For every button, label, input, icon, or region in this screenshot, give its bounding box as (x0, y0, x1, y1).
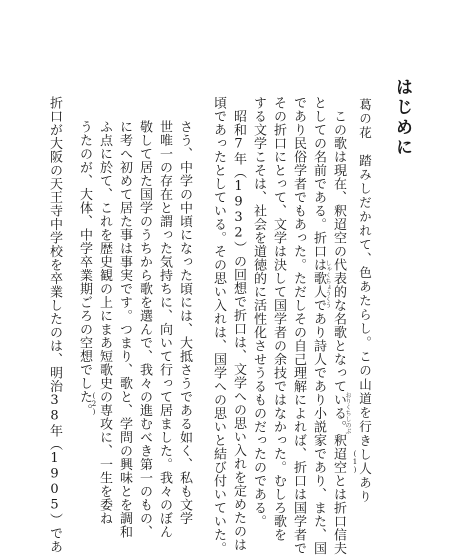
quote-line-2: 世唯一の存在と謂った気持ちに、向いて行って居ました。我々のぼん (157, 120, 172, 539)
poem-line: 葛の花 踏みしだかれて、色あたらし。この山道を行きし人あり (357, 98, 373, 504)
paragraph-1-line-7: 頃であったとしている。その思い入れは、国学への思いと結び付いていた。 (211, 96, 226, 555)
paragraph-1-line-3: であり民俗学者でもあった。ただしその自己理解によれば、折口は国学者で (291, 96, 306, 555)
quote-line-5: ふ点に於て、これを歴史観の上にまあ短歌史の専攻に、一生を委ね (97, 120, 112, 525)
quote-line-3: 敬して居た国学のうちから歌を選んで、我々の進むべき第一のもの、 (137, 120, 152, 539)
poem-note: (1) (351, 450, 359, 474)
paragraph-1-line-2: としての名前である。折口は歌人であり詩人であり小説家であり、また、国 (311, 96, 326, 555)
paragraph-1-line-4: その折口にとって、文学は決して国学者の余技ではなかった。むしろ歌を (271, 96, 286, 542)
paragraph-3-line-1: 折口が大阪の天王寺中学校を卒業したのは、明治38年（1905）であ (47, 96, 62, 554)
paragraph-1-line-1: この歌は現在、釈迢空の代表的な名歌となっている。釈迢空とは折口信夫 (331, 96, 346, 555)
quote-line-6: うたのが、大体、中学卒業期ごろの空想でした。 (77, 120, 92, 417)
ruby-shakuchoku: しゃくちょうくう (324, 260, 331, 308)
quote-line-1: さう、中学の中頃になった頃には、大抵さうである如く、私も文学 (177, 120, 192, 525)
ruby-origuchi: おりくちしのぶ (344, 392, 351, 434)
paragraph-1-line-5: する文学こそは、社会を道徳的に活性化させうるものだったのである。 (251, 96, 266, 528)
page-title: はじめに (392, 78, 412, 158)
quote-note: (2) (90, 392, 98, 416)
quote-line-4: に考へ初めて居た事は事実です。つまり、歌と、学問の興味とを調和 (117, 120, 132, 539)
paragraph-1-line-6: 昭和7年（1932）の回想で折口は、文学への思い入れを定めたのは (231, 96, 246, 552)
